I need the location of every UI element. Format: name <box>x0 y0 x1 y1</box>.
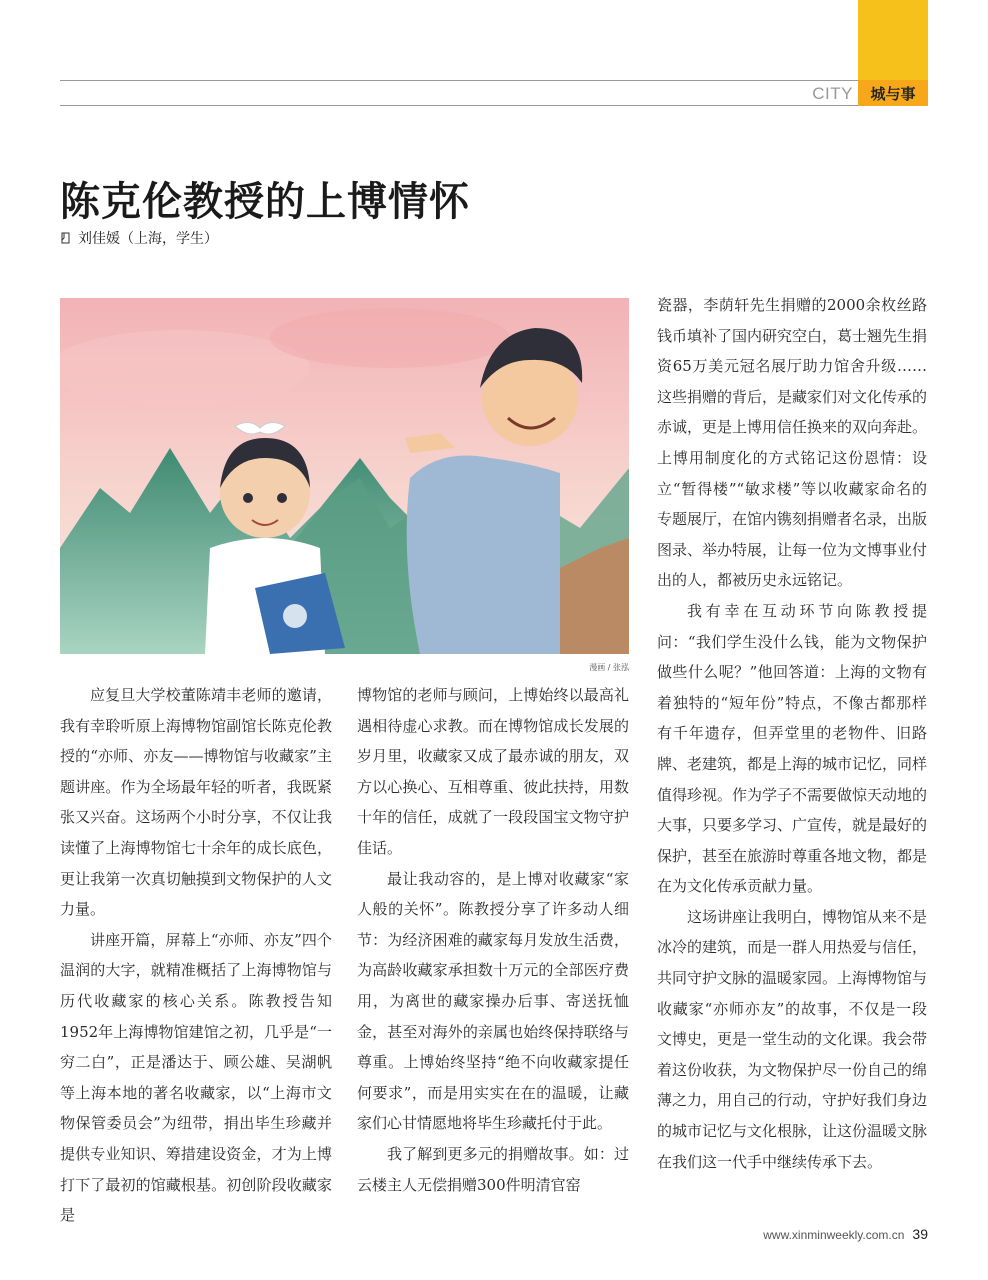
body-column-1 <box>60 680 332 1231</box>
article-title: 陈克伦教授的上博情怀 <box>60 179 470 225</box>
page-footer <box>763 1226 928 1242</box>
header-rule-bottom <box>60 105 928 106</box>
section-label-cn: 城与事 <box>858 80 928 106</box>
paragraph: 我了解到更多元的捐赠故事。如：过云楼主人无偿捐赠300件明清官窑 <box>357 1144 629 1194</box>
paragraph: 我有幸在互动环节向陈教授提问：“我们学生没什么钱，能为文物保护做些什么呢？”他回答道：上海的文物有着独特的“短年份”特点，不像古都那样有千年遗存，但弄堂里的老物件、旧路牌、老建筑，都是上海的城市记忆，同样值得珍视。作为学子不需要做惊天动地的大事，只要多学习、广宣传，就是最好的保护，甚至在旅游时尊重各地文物，都是在为文化传承贡献力量。 <box>657 601 928 896</box>
paragraph: 最让我动容的，是上博对收藏家“家人般的关怀”。陈教授分享了许多动人细节：为经济困难的藏家每月发放生活费，为高龄收藏家承担数十万元的全部医疗费用，为离世的藏家操办后事、寄送抚恤金，甚至对海外的亲属也始终保持联络与尊重。上博始终坚持“绝不向收藏家提任何要求”，而是用实实在在的温暖，让藏家们心甘情愿地将毕生珍藏托付于此。 <box>357 869 629 1133</box>
body-column-2 <box>357 680 629 1200</box>
article-illustration <box>60 298 629 654</box>
paragraph: 应复旦大学校董陈靖丰老师的邀请，我有幸聆听原上海博物馆副馆长陈克伦教授的“亦师、亦友——博物馆与收藏家”主题讲座。作为全场最年轻的听者，我既紧张又兴奋。这场两个小时分享，不仅让我读懂了上海博物馆七十余年的成长底色，更让我第一次真切触摸到文物保护的人文力量。 <box>60 686 332 919</box>
footer-url: www.xinminweekly.com.cn <box>763 1228 905 1242</box>
header-accent-tab <box>858 0 928 80</box>
paragraph: 讲座开篇，屏幕上“亦师、亦友”四个温润的大字，就精准概括了上海博物馆与历代收藏家的核心关系。陈教授告知1952年上海博物馆建馆之初，几乎是“一穷二白”，正是潘达于、顾公雄、吴湖帆等上海本地的著名收藏家，以“上海市文物保管委员会”为纽带，捐出毕生珍藏并提供专业知识、筹措建设资金，才为上博打下了最初的馆藏根基。初创阶段收藏家是 <box>60 930 332 1225</box>
body-column-3 <box>657 290 927 1177</box>
byline-text: 刘佳媛（上海，学生） <box>78 231 218 247</box>
section-label-en: CITY <box>812 84 853 103</box>
header-rule-top <box>60 80 928 81</box>
illustration-credit: 漫画 / 张泓 <box>589 663 629 672</box>
author-icon <box>60 232 72 244</box>
paragraph: 这场讲座让我明白，博物馆从来不是冰冷的建筑，而是一群人用热爱与信任，共同守护文脉的温暖家园。上海博物馆与收藏家“亦师亦友”的故事，不仅是一段文博史，更是一堂生动的文化课。我会带着这份收获，为文物保护尽一份自己的绵薄之力，用自己的行动，守护好我们身边的城市记忆与文化根脉，让这份温暖文脉在我们这一代手中继续传承下去。 <box>657 907 928 1171</box>
paragraph-continued: 瓷器，李荫轩先生捐赠的2000余枚丝路钱币填补了国内研究空白，葛士翘先生捐资65万美元冠名展厅助力馆舍升级……这些捐赠的背后，是藏家们对文化传承的赤诚，更是上博用信任换来的双向奔赴。上博用制度化的方式铭记这份恩情：设立“暂得楼”“敏求楼”等以收藏家命名的专题展厅，在馆内镌刻捐赠者名录，出版图录、举办特展，让每一位为文博事业付出的人，都被历史永远铭记。 <box>657 296 928 590</box>
page-number: 39 <box>912 1226 928 1242</box>
paragraph-continued: 博物馆的老师与顾问，上博始终以最高礼遇相待虚心求教。而在博物馆成长发展的岁月里，收藏家又成了最赤诚的朋友，双方以心换心、互相尊重、彼此扶持，用数十年的信任，成就了一段段国宝文物守护佳话。 <box>357 686 629 857</box>
byline <box>60 228 218 248</box>
